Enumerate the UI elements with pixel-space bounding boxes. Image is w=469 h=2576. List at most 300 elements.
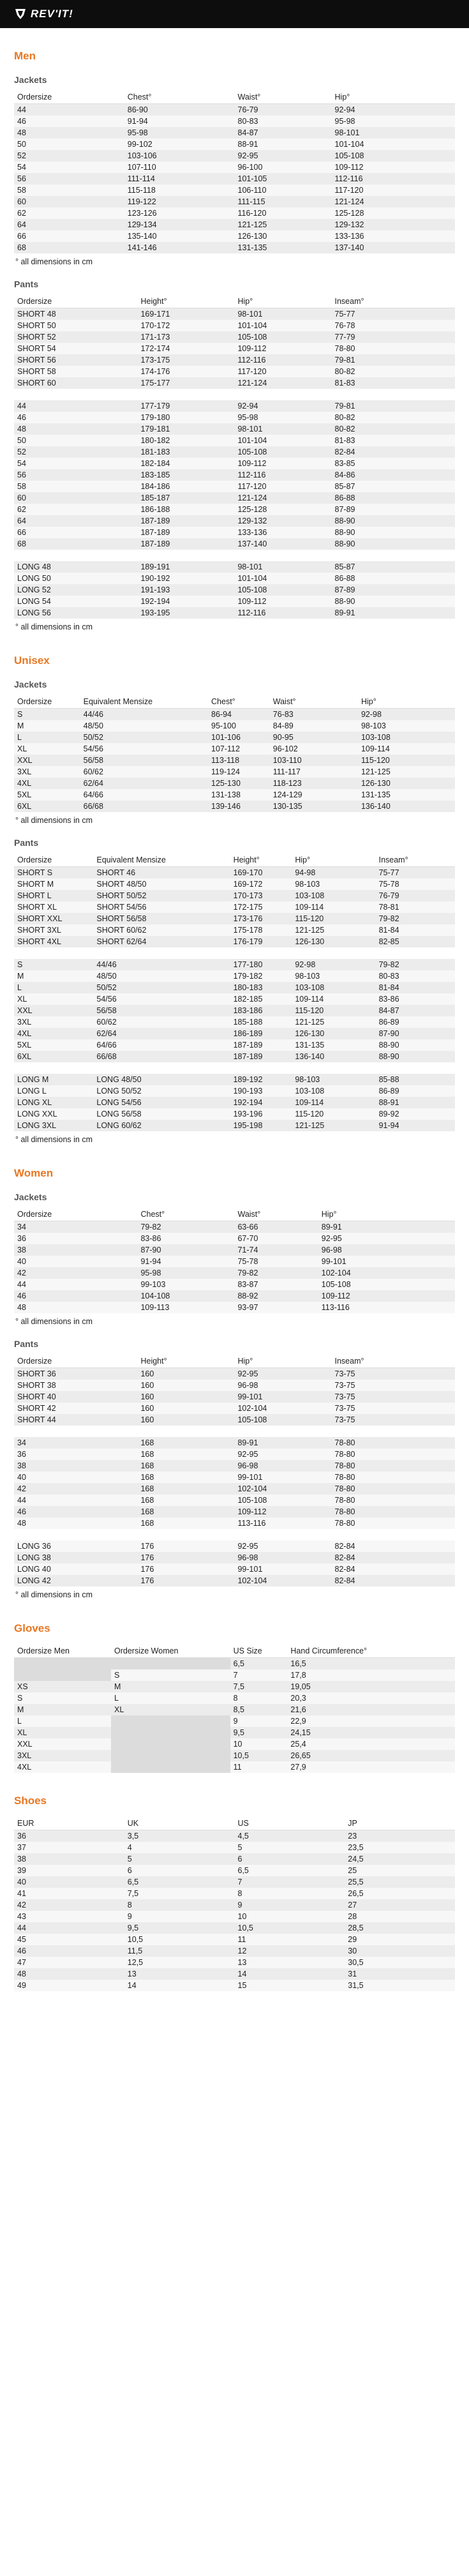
table-cell: 81-83 xyxy=(332,377,456,389)
table-cell: 131-135 xyxy=(235,242,332,253)
column-header-equivalent-mensize: Equivalent Mensize xyxy=(93,854,230,867)
table-cell: 60/62 xyxy=(80,766,208,778)
table-cell: 177-179 xyxy=(137,400,234,412)
table-row xyxy=(14,412,455,423)
table-cell xyxy=(332,1529,456,1540)
column-header-inseam: Inseam° xyxy=(332,1355,456,1368)
table-cell: 7 xyxy=(235,1876,345,1888)
table-cell: 116-120 xyxy=(235,207,332,219)
table-cell: XS xyxy=(14,1681,111,1692)
table-cell: 98-103 xyxy=(292,878,375,890)
table-cell: 187-189 xyxy=(230,1051,292,1062)
table-cell: 25 xyxy=(345,1865,455,1876)
table-cell xyxy=(14,947,93,959)
table-row xyxy=(14,901,455,913)
table-cell: LONG 50 xyxy=(14,573,137,584)
table-cell: 81-84 xyxy=(376,982,455,993)
table-cell: 98-103 xyxy=(292,1074,375,1085)
table-cell: 105-108 xyxy=(234,584,331,596)
table-cell: 103-108 xyxy=(292,982,375,993)
table-cell: 82-84 xyxy=(332,1552,456,1563)
table-cell: LONG M xyxy=(14,1074,93,1085)
table-cell: 160 xyxy=(137,1403,234,1414)
table-row xyxy=(14,1267,455,1279)
table-cell: 76-79 xyxy=(376,890,455,901)
table-cell: 4XL xyxy=(14,778,80,789)
table-cell: XL xyxy=(14,993,93,1005)
table-cell: 185-188 xyxy=(230,1016,292,1028)
table-cell: SHORT 58 xyxy=(14,366,137,377)
table-cell: 13 xyxy=(124,1968,235,1980)
table-spacer-row xyxy=(14,1529,455,1540)
table-cell: 121-125 xyxy=(292,924,375,936)
table-row xyxy=(14,504,455,515)
table-cell: 44 xyxy=(14,1922,124,1934)
table-cell: 6,5 xyxy=(230,1658,288,1670)
site-header xyxy=(0,0,469,28)
dimensions-note: ° all dimensions in cm xyxy=(15,1135,93,1144)
table-row xyxy=(14,242,455,253)
table-row xyxy=(14,1842,455,1853)
table-cell: 67-70 xyxy=(234,1233,318,1244)
table-cell: 48 xyxy=(14,1968,124,1980)
table-cell: LONG 48/50 xyxy=(93,1074,230,1085)
table-row xyxy=(14,993,455,1005)
table-cell: 5 xyxy=(235,1842,345,1853)
table-cell: XL xyxy=(14,1727,111,1738)
table-cell: 115-120 xyxy=(292,913,375,924)
table-cell: SHORT 54 xyxy=(14,343,137,354)
table-cell: SHORT S xyxy=(14,867,93,879)
table-cell: 3XL xyxy=(14,1016,93,1028)
table-cell: 173-175 xyxy=(137,354,234,366)
table-cell: 68 xyxy=(14,538,137,550)
table-cell: 82-84 xyxy=(332,1575,456,1586)
table-cell: 11 xyxy=(230,1761,288,1773)
table-cell: 99-103 xyxy=(137,1279,234,1290)
column-header-us-size: US Size xyxy=(230,1645,288,1658)
table-cell: 80-83 xyxy=(376,970,455,982)
table-cell: 125-128 xyxy=(332,207,455,219)
table-row xyxy=(14,1980,455,1991)
table-cell: 50/52 xyxy=(80,732,208,743)
table-cell: XXL xyxy=(14,1738,111,1750)
table-cell: 168 xyxy=(137,1495,234,1506)
dimensions-note: ° all dimensions in cm xyxy=(15,257,93,266)
table-cell: 89-91 xyxy=(234,1437,331,1449)
table-cell: 60/62 xyxy=(93,1016,230,1028)
table-cell: 26,65 xyxy=(287,1750,455,1761)
table-cell: 191-193 xyxy=(137,584,234,596)
table-row xyxy=(14,1074,455,1085)
table-cell: 6 xyxy=(235,1853,345,1865)
column-header-waist: Waist° xyxy=(234,1208,318,1221)
table-cell: 48 xyxy=(14,127,124,139)
table-cell: 68 xyxy=(14,242,124,253)
table-row xyxy=(14,446,455,458)
table-cell: 83-87 xyxy=(234,1279,318,1290)
table-cell: 78-80 xyxy=(332,1437,456,1449)
table-cell: 86-94 xyxy=(208,709,270,721)
dimensions-note: ° all dimensions in cm xyxy=(15,1590,93,1599)
table-spacer-row xyxy=(14,1426,455,1437)
table-cell: LONG XL xyxy=(14,1097,93,1108)
table-cell: 64/66 xyxy=(93,1039,230,1051)
table-cell: 137-140 xyxy=(234,538,331,550)
table-cell xyxy=(14,389,137,400)
table-cell: 66 xyxy=(14,230,124,242)
table-cell xyxy=(14,1529,137,1540)
table-cell: 187-189 xyxy=(137,515,234,527)
table-row xyxy=(14,527,455,538)
table-cell: 83-86 xyxy=(376,993,455,1005)
table-row xyxy=(14,354,455,366)
table-cell: 187-189 xyxy=(137,538,234,550)
table-spacer-row xyxy=(14,947,455,959)
table-cell: 121-124 xyxy=(332,196,455,207)
table-row xyxy=(14,469,455,481)
table-row xyxy=(14,1830,455,1842)
table-cell: 131-135 xyxy=(358,789,455,801)
table-cell: 3XL xyxy=(14,766,80,778)
table-cell: 109-112 xyxy=(234,458,331,469)
table-row xyxy=(14,1738,455,1750)
table-cell: 189-191 xyxy=(137,561,234,573)
table-cell: SHORT 50/52 xyxy=(93,890,230,901)
table-cell: LONG 50/52 xyxy=(93,1085,230,1097)
table-cell: 126-130 xyxy=(358,778,455,789)
table-cell: LONG 56/58 xyxy=(93,1108,230,1120)
table-cell: 195-198 xyxy=(230,1120,292,1131)
table-cell: XXL xyxy=(14,1005,93,1016)
table-cell: SHORT 46 xyxy=(93,867,230,879)
table-cell: LONG 54/56 xyxy=(93,1097,230,1108)
table-row xyxy=(14,732,455,743)
table-row xyxy=(14,127,455,139)
gloves-size-table xyxy=(14,1645,455,1773)
table-row xyxy=(14,1945,455,1957)
table-row xyxy=(14,789,455,801)
table-cell: 54/56 xyxy=(93,993,230,1005)
table-cell: 7,5 xyxy=(230,1681,288,1692)
table-cell: 169-171 xyxy=(137,308,234,320)
table-row xyxy=(14,1715,455,1727)
column-header-hip: Hip° xyxy=(358,695,455,709)
table-cell xyxy=(14,1426,137,1437)
table-cell: 82-85 xyxy=(376,936,455,947)
table-cell: 64 xyxy=(14,515,137,527)
table-cell: 38 xyxy=(14,1460,137,1472)
table-cell: 76-78 xyxy=(332,320,456,331)
table-cell: 56/58 xyxy=(93,1005,230,1016)
table-cell: 139-146 xyxy=(208,801,270,812)
table-cell: 185-187 xyxy=(137,492,234,504)
table-row xyxy=(14,607,455,619)
table-header-row xyxy=(14,695,455,709)
table-cell: 79-81 xyxy=(332,354,456,366)
table-cell xyxy=(111,1750,230,1761)
section-title-women: Women xyxy=(14,1167,54,1179)
table-cell: 62/64 xyxy=(80,778,208,789)
column-header-waist: Waist° xyxy=(235,91,332,104)
table-row xyxy=(14,1899,455,1911)
table-row xyxy=(14,1368,455,1380)
table-cell: 11 xyxy=(235,1934,345,1945)
table-row xyxy=(14,1472,455,1483)
table-cell: 113-118 xyxy=(208,755,270,766)
table-cell: 92-98 xyxy=(358,709,455,721)
table-cell: 78-80 xyxy=(332,1472,456,1483)
table-row xyxy=(14,1437,455,1449)
women-jackets-heading: Jackets xyxy=(14,1192,47,1202)
table-cell: 193-195 xyxy=(137,607,234,619)
table-cell: 168 xyxy=(137,1449,234,1460)
table-cell: 126-130 xyxy=(235,230,332,242)
column-header-hip: Hip° xyxy=(332,91,455,104)
table-cell: 115-120 xyxy=(292,1108,375,1120)
table-cell: M xyxy=(14,1704,111,1715)
table-spacer-row xyxy=(14,550,455,561)
table-cell: 109-112 xyxy=(234,343,331,354)
table-cell: 92-94 xyxy=(234,400,331,412)
table-cell: 30,5 xyxy=(345,1957,455,1968)
table-cell: 192-194 xyxy=(230,1097,292,1108)
table-cell: 168 xyxy=(137,1506,234,1518)
table-cell: 101-104 xyxy=(234,573,331,584)
table-cell: 129-132 xyxy=(234,515,331,527)
table-cell: 14 xyxy=(235,1968,345,1980)
table-cell: S xyxy=(111,1669,230,1681)
table-cell: M xyxy=(14,720,80,732)
table-row xyxy=(14,538,455,550)
table-cell: 48 xyxy=(14,1518,137,1529)
table-cell: L xyxy=(14,982,93,993)
table-cell: 131-135 xyxy=(292,1039,375,1051)
table-cell: 105-108 xyxy=(234,1414,331,1426)
table-cell: 10,5 xyxy=(230,1750,288,1761)
table-cell: 135-140 xyxy=(124,230,235,242)
table-row xyxy=(14,970,455,982)
table-cell: 64 xyxy=(14,219,124,230)
table-cell: 87-89 xyxy=(332,584,456,596)
table-cell xyxy=(376,947,455,959)
table-cell: 168 xyxy=(137,1472,234,1483)
table-cell: 170-173 xyxy=(230,890,292,901)
table-cell: 4XL xyxy=(14,1028,93,1039)
table-cell: 112-116 xyxy=(332,173,455,185)
table-cell: 44 xyxy=(14,1495,137,1506)
table-cell: SHORT XL xyxy=(14,901,93,913)
column-header-ordersize: Ordersize xyxy=(14,91,124,104)
table-row xyxy=(14,743,455,755)
table-row xyxy=(14,1391,455,1403)
table-cell: 91-94 xyxy=(376,1120,455,1131)
table-row xyxy=(14,924,455,936)
table-cell: LONG 38 xyxy=(14,1552,137,1563)
table-cell: 121-125 xyxy=(235,219,332,230)
table-cell: 5XL xyxy=(14,1039,93,1051)
table-cell: 183-185 xyxy=(137,469,234,481)
table-cell: 37 xyxy=(14,1842,124,1853)
table-cell: 25,4 xyxy=(287,1738,455,1750)
table-cell: 190-193 xyxy=(230,1085,292,1097)
table-row xyxy=(14,1414,455,1426)
table-cell: LONG 56 xyxy=(14,607,137,619)
table-cell: 113-116 xyxy=(318,1302,455,1313)
table-header-row xyxy=(14,1355,455,1368)
table-cell: 76-83 xyxy=(270,709,358,721)
table-cell xyxy=(111,1658,230,1670)
table-cell: 83-86 xyxy=(137,1233,234,1244)
table-cell: 187-189 xyxy=(137,527,234,538)
table-cell: 111-117 xyxy=(270,766,358,778)
table-cell: SHORT 52 xyxy=(14,331,137,343)
column-header-ordersize: Ordersize xyxy=(14,1208,137,1221)
table-row xyxy=(14,1244,455,1256)
section-title-gloves: Gloves xyxy=(14,1622,50,1634)
table-cell: 82-84 xyxy=(332,1540,456,1552)
table-cell xyxy=(234,389,331,400)
table-cell: SHORT 48/50 xyxy=(93,878,230,890)
table-cell: 26,5 xyxy=(345,1888,455,1899)
table-cell: 107-112 xyxy=(208,743,270,755)
table-row xyxy=(14,1563,455,1575)
table-cell: 8 xyxy=(124,1899,235,1911)
table-row xyxy=(14,331,455,343)
table-cell: 80-83 xyxy=(235,116,332,127)
table-cell: L xyxy=(14,732,80,743)
table-cell: 7 xyxy=(230,1669,288,1681)
column-header-inseam: Inseam° xyxy=(376,854,455,867)
table-row xyxy=(14,1968,455,1980)
table-row xyxy=(14,1108,455,1120)
table-cell: 98-103 xyxy=(292,970,375,982)
table-cell: 121-125 xyxy=(292,1016,375,1028)
table-cell: 101-104 xyxy=(234,320,331,331)
table-cell: 112-116 xyxy=(234,607,331,619)
table-row xyxy=(14,936,455,947)
column-header-ordersize: Ordersize xyxy=(14,295,137,308)
table-cell: 73-75 xyxy=(332,1391,456,1403)
table-cell: 85-87 xyxy=(332,561,456,573)
table-cell: 27 xyxy=(345,1899,455,1911)
table-row xyxy=(14,343,455,354)
table-cell: 103-108 xyxy=(292,1085,375,1097)
table-row xyxy=(14,1028,455,1039)
table-cell: 46 xyxy=(14,1290,137,1302)
table-cell: 29 xyxy=(345,1934,455,1945)
table-cell: 46 xyxy=(14,1945,124,1957)
table-cell: 88-90 xyxy=(332,538,456,550)
table-row xyxy=(14,1290,455,1302)
table-cell xyxy=(137,550,234,561)
table-cell: 95-98 xyxy=(137,1267,234,1279)
table-row xyxy=(14,1483,455,1495)
table-cell: 136-140 xyxy=(292,1051,375,1062)
dimensions-note: ° all dimensions in cm xyxy=(15,622,93,631)
table-cell: 94-98 xyxy=(292,867,375,879)
table-cell: 80-82 xyxy=(332,412,456,423)
table-cell: 92-95 xyxy=(235,150,332,162)
table-cell xyxy=(111,1761,230,1773)
table-cell xyxy=(111,1738,230,1750)
table-row xyxy=(14,196,455,207)
table-header-row xyxy=(14,854,455,867)
table-cell xyxy=(111,1715,230,1727)
revit-shield-icon xyxy=(14,8,27,20)
table-cell: 96-98 xyxy=(234,1380,331,1391)
table-cell: 78-80 xyxy=(332,1460,456,1472)
table-cell: 101-104 xyxy=(332,139,455,150)
table-cell: L xyxy=(14,1715,111,1727)
column-header-hand-circumference: Hand Circumference° xyxy=(287,1645,455,1658)
table-cell: 89-91 xyxy=(332,607,456,619)
table-cell: 44 xyxy=(14,400,137,412)
table-cell: 89-91 xyxy=(318,1221,455,1233)
table-cell: 78-80 xyxy=(332,1518,456,1529)
table-cell: 3XL xyxy=(14,1750,111,1761)
table-cell: 133-136 xyxy=(234,527,331,538)
table-cell: 109-112 xyxy=(318,1290,455,1302)
table-cell: SHORT 56/58 xyxy=(93,913,230,924)
table-cell: 189-192 xyxy=(230,1074,292,1085)
men-jackets-size-table xyxy=(14,91,455,253)
table-cell: 171-173 xyxy=(137,331,234,343)
brand-logo[interactable] xyxy=(14,8,73,20)
table-cell: LONG 60/62 xyxy=(93,1120,230,1131)
table-cell: 173-176 xyxy=(230,913,292,924)
table-cell: 172-174 xyxy=(137,343,234,354)
section-title-shoes: Shoes xyxy=(14,1795,47,1807)
table-row xyxy=(14,1911,455,1922)
table-row xyxy=(14,1552,455,1563)
table-header-row xyxy=(14,1817,455,1830)
table-cell: 82-84 xyxy=(332,446,456,458)
table-cell: LONG XXL xyxy=(14,1108,93,1120)
table-cell: 125-130 xyxy=(208,778,270,789)
table-cell: 176 xyxy=(137,1540,234,1552)
table-cell: 105-108 xyxy=(234,1495,331,1506)
table-cell: 111-114 xyxy=(124,173,235,185)
table-cell: 11,5 xyxy=(124,1945,235,1957)
table-cell: 7,5 xyxy=(124,1888,235,1899)
table-cell: 105-108 xyxy=(234,331,331,343)
column-header-waist: Waist° xyxy=(270,695,358,709)
table-cell: SHORT L xyxy=(14,890,93,901)
table-row xyxy=(14,1256,455,1267)
table-cell: 81-84 xyxy=(376,924,455,936)
table-cell: 98-101 xyxy=(332,127,455,139)
table-row xyxy=(14,207,455,219)
table-cell: 95-100 xyxy=(208,720,270,732)
table-cell: 9 xyxy=(124,1911,235,1922)
table-row xyxy=(14,400,455,412)
table-cell: 184-186 xyxy=(137,481,234,492)
table-cell: 49 xyxy=(14,1980,124,1991)
table-cell xyxy=(234,550,331,561)
table-row xyxy=(14,185,455,196)
table-cell xyxy=(332,1426,456,1437)
table-cell: 63-66 xyxy=(234,1221,318,1233)
men-jackets-heading: Jackets xyxy=(14,75,47,85)
table-cell: 126-130 xyxy=(292,1028,375,1039)
table-row xyxy=(14,1279,455,1290)
table-cell: 44/46 xyxy=(93,959,230,970)
table-cell: 107-110 xyxy=(124,162,235,173)
table-cell: 106-110 xyxy=(235,185,332,196)
table-cell: 112-116 xyxy=(234,354,331,366)
table-cell: SHORT 36 xyxy=(14,1368,137,1380)
